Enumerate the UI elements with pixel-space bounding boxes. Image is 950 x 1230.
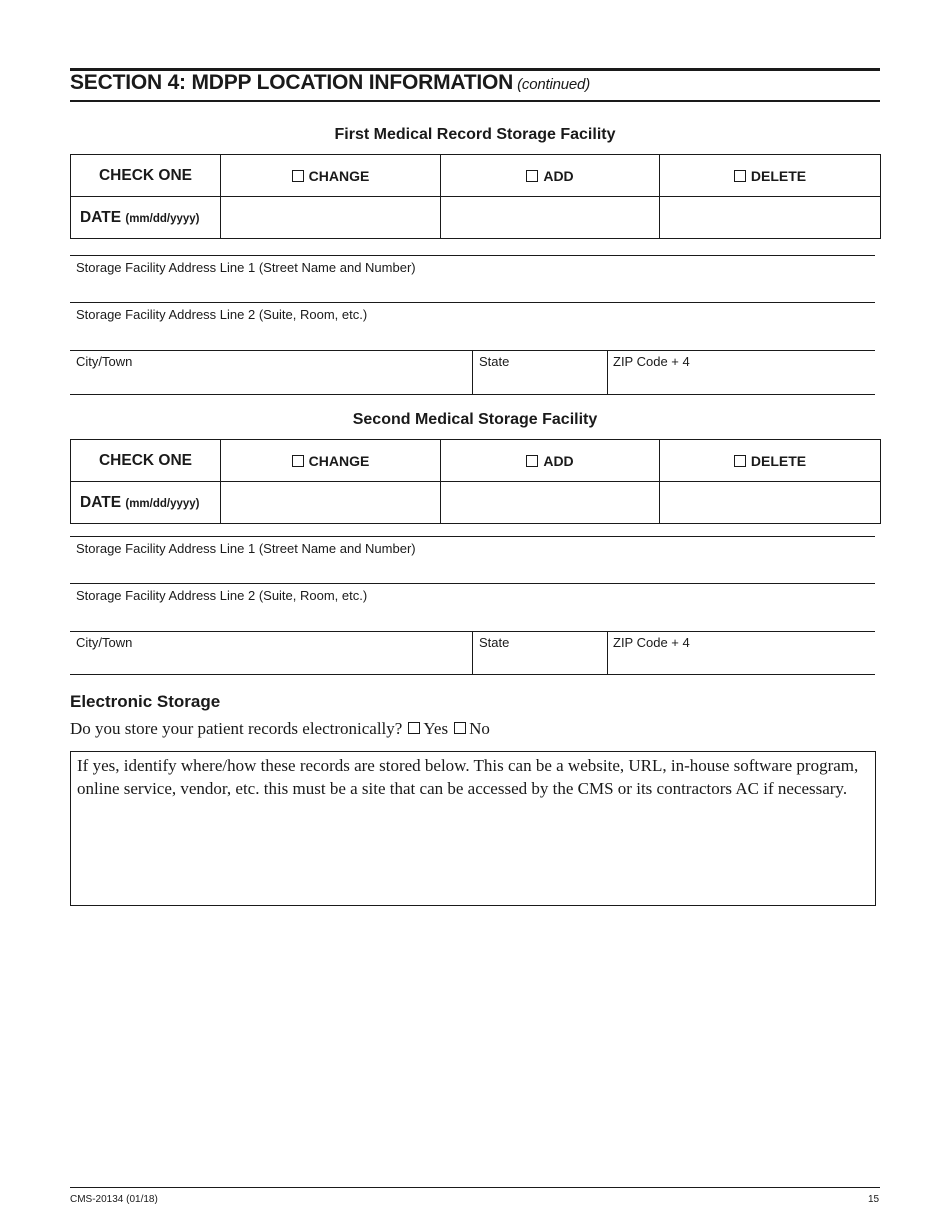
delete-option: DELETE	[660, 155, 881, 197]
yes-label: Yes	[423, 719, 449, 738]
form-id: CMS-20134 (01/18)	[70, 1194, 158, 1205]
state-label: State	[479, 635, 510, 650]
add-option: ADD	[441, 440, 660, 482]
electronic-storage-textbox[interactable]	[70, 751, 876, 906]
divider	[472, 350, 473, 394]
first-facility-check-table	[70, 154, 881, 239]
no-checkbox[interactable]	[454, 722, 466, 734]
delete-date-field[interactable]	[660, 197, 881, 239]
city-label: City/Town	[76, 354, 133, 369]
delete-checkbox[interactable]	[734, 455, 746, 467]
change-option: CHANGE	[221, 155, 441, 197]
address2-label: Storage Facility Address Line 2 (Suite, Room, etc.)	[76, 588, 368, 603]
address2-field[interactable]	[70, 302, 875, 303]
field-bottom-rule	[70, 674, 875, 675]
date-label: DATE (mm/dd/yyyy)	[71, 482, 221, 524]
address2-field[interactable]	[70, 583, 875, 584]
footer-rule	[70, 1187, 880, 1188]
section-continued: (continued)	[517, 76, 590, 93]
section-title: SECTION 4: MDPP LOCATION INFORMATION (continued)	[70, 71, 590, 94]
add-checkbox[interactable]	[526, 455, 538, 467]
date-label: DATE (mm/dd/yyyy)	[71, 197, 221, 239]
address1-field[interactable]	[70, 255, 875, 256]
city-label: City/Town	[76, 635, 133, 650]
page-number: 15	[868, 1194, 880, 1205]
add-option: ADD	[441, 155, 660, 197]
delete-date-field[interactable]	[660, 482, 881, 524]
address1-field[interactable]	[70, 536, 875, 537]
no-label: No	[469, 719, 490, 738]
field-bottom-rule	[70, 394, 875, 395]
delete-checkbox[interactable]	[734, 170, 746, 182]
divider	[607, 350, 608, 394]
change-option: CHANGE	[221, 440, 441, 482]
add-date-field[interactable]	[441, 197, 660, 239]
address1-label: Storage Facility Address Line 1 (Street Name and Number)	[76, 260, 416, 275]
address1-label: Storage Facility Address Line 1 (Street Name and Number)	[76, 541, 416, 556]
zip-label: ZIP Code + 4	[613, 635, 690, 650]
date-format: (mm/dd/yyyy)	[125, 497, 200, 510]
add-checkbox[interactable]	[526, 170, 538, 182]
change-checkbox[interactable]	[292, 455, 304, 467]
divider	[472, 631, 473, 674]
second-facility-check-table	[70, 439, 881, 524]
check-one-label: CHECK ONE	[71, 440, 221, 482]
zip-label: ZIP Code + 4	[613, 354, 690, 369]
divider	[607, 631, 608, 674]
delete-option: DELETE	[660, 440, 881, 482]
electronic-storage-prompt: If yes, identify where/how these records are stored below. This can be a website, URL, in-house software program, online service, vendor, etc. this must be a site that can be accessed by the CMS or its contractors AC if necessary.	[77, 756, 859, 798]
change-checkbox[interactable]	[292, 170, 304, 182]
yes-checkbox[interactable]	[408, 722, 420, 734]
date-format: (mm/dd/yyyy)	[125, 212, 200, 225]
address2-label: Storage Facility Address Line 2 (Suite, Room, etc.)	[76, 307, 368, 322]
change-date-field[interactable]	[221, 482, 441, 524]
check-one-label: CHECK ONE	[71, 155, 221, 197]
add-date-field[interactable]	[441, 482, 660, 524]
change-date-field[interactable]	[221, 197, 441, 239]
state-label: State	[479, 354, 510, 369]
second-facility-title: Second Medical Storage Facility	[352, 411, 598, 428]
section-bottom-rule	[70, 100, 880, 102]
electronic-storage-title: Electronic Storage	[70, 692, 221, 711]
first-facility-title: First Medical Record Storage Facility	[334, 126, 616, 143]
electronic-question: Do you store your patient records electronically? Yes No	[70, 719, 490, 738]
